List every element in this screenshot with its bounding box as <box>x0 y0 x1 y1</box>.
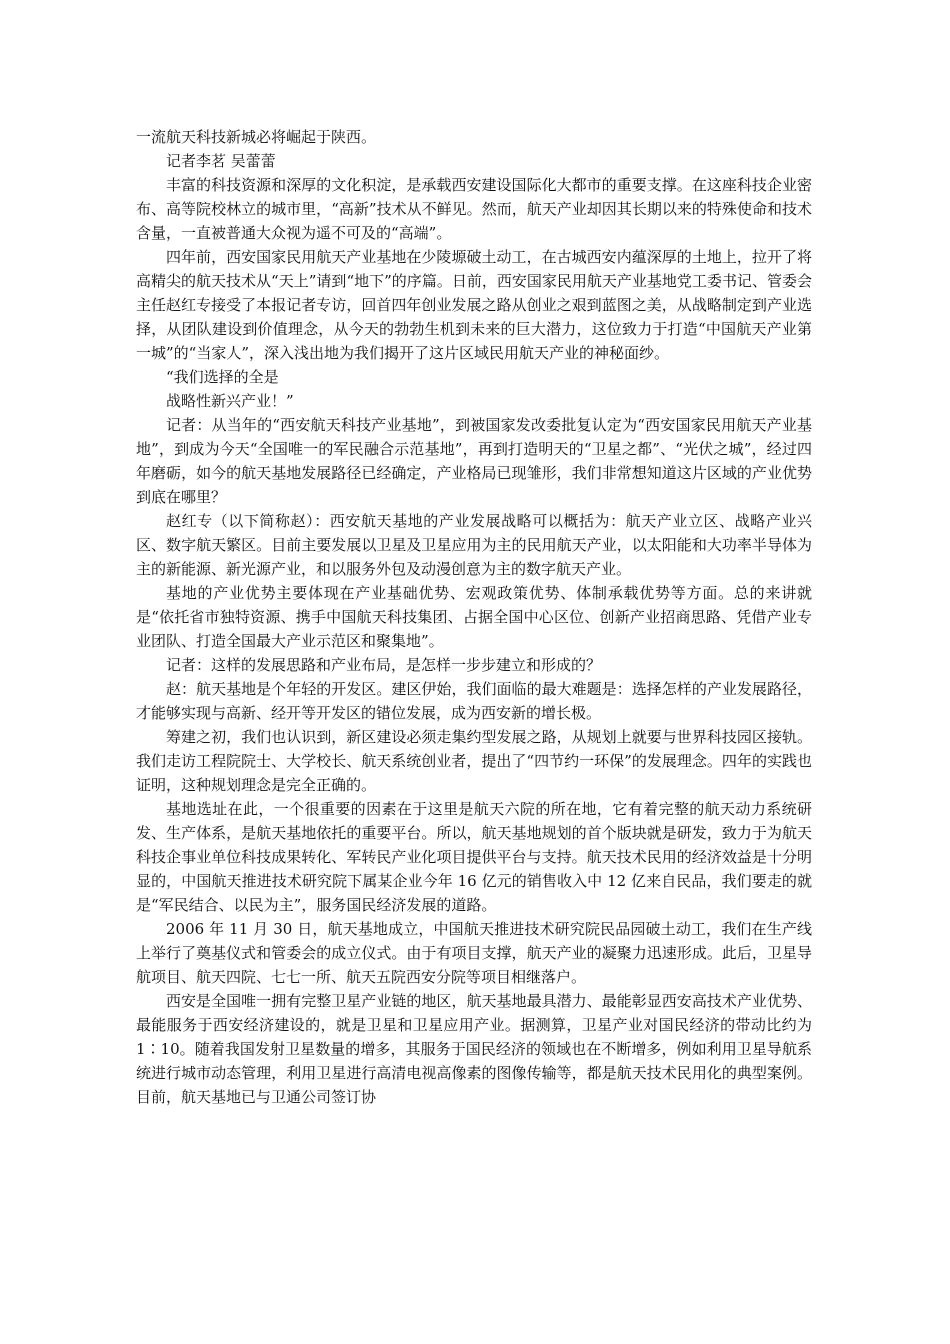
article-paragraph: 丰富的科技资源和深厚的文化积淀，是承载西安建设国际化大都市的重要支撑。在这座科技企业密布、高等院校林立的城市里，“高新”技术从不鲜见。然而，航天产业却因其长期以来的特殊使命和技术含量，一直被普通大众视为遥不可及的“高端”。 <box>136 176 812 242</box>
interview-question: 记者：从当年的“西安航天科技产业基地”，到被国家发改委批复认定为“西安国家民用航天产业基地”，到成为今天“全国唯一的军民融合示范基地”，再到打造明天的“卫星之都”、“光伏之城”，经过四年磨砺，如今的航天基地发展路径已经确定，产业格局已现雏形，我们非常想知道这片区域的产业优势到底在哪里？ <box>136 416 812 506</box>
article-paragraph: 筹建之初，我们也认识到，新区建设必须走集约型发展之路，从规划上就要与世界科技园区接轨。我们走访工程院院士、大学校长、航天系统创业者，提出了“四节约一环保”的发展理念。四年的实践也证明，这种规划理念是完全正确的。 <box>136 728 812 794</box>
article-body <box>136 125 812 1109</box>
interview-answer: 赵红专（以下简称赵）：西安航天基地的产业发展战略可以概括为：航天产业立区、战略产业兴区、数字航天繁区。目前主要发展以卫星及卫星应用为主的民用航天产业，以太阳能和大功率半导体为主的新能源、新光源产业，和以服务外包及动漫创意为主的数字航天产业。 <box>136 512 812 578</box>
interview-question: 记者：这样的发展思路和产业布局，是怎样一步步建立和形成的？ <box>166 656 602 674</box>
article-paragraph: 基地选址在此，一个很重要的因素在于这里是航天六院的所在地，它有着完整的航天动力系统研发、生产体系，是航天基地依托的重要平台。所以，航天基地规划的首个版块就是研发，致力于为航天科技企事业单位科技成果转化、军转民产业化项目提供平台与支持。航天技术民用的经济效益是十分明显的，中国航天推进技术研究院下属某企业今年 16 亿元的销售收入中 12 亿来自民品，我们要走的就是“军民结合、以民为主”，服务国民经济发展的道路。 <box>136 800 812 914</box>
article-paragraph: 2006 年 11 月 30 日，航天基地成立，中国航天推进技术研究院民品园破土动工，我们在生产线上举行了奠基仪式和管委会的成立仪式。由于有项目支撑，航天产业的凝聚力迅速形成。此后，卫星导航项目、航天四院、七七一所、航天五院西安分院等项目相继落户。 <box>136 920 812 986</box>
article-paragraph: 西安是全国唯一拥有完整卫星产业链的地区，航天基地最具潜力、最能彰显西安高技术产业优势、最能服务于西安经济建设的，就是卫星和卫星应用产业。据测算，卫星产业对国民经济的带动比约为 1∶10。随着我国发射卫星数量的增多，其服务于国民经济的领域也在不断增多，例如利用卫星导航系统进行城市动态管理，利用卫星进行高清电视高像素的图像传输等，都是航天技术民用化的典型案例。目前，航天基地已与卫通公司签订协 <box>136 992 812 1106</box>
article-paragraph: 基地的产业优势主要体现在产业基础优势、宏观政策优势、体制承载优势等方面。总的来讲就是“依托省市独特资源、携手中国航天科技集团、占据全国中心区位、创新产业招商思路、凭借产业专业团队、打造全国最大产业示范区和聚集地”。 <box>136 584 812 650</box>
article-opening-line: 一流航天科技新城必将崛起于陕西。 <box>136 128 377 146</box>
interview-answer: 赵：航天基地是个年轻的开发区。建区伊始，我们面临的最大难题是：选择怎样的产业发展路径，才能够实现与高新、经开等开发区的错位发展，成为西安新的增长极。 <box>136 680 812 722</box>
article-byline: 记者李茗 吴蕾蕾 <box>166 152 276 170</box>
section-heading-line-1: “我们选择的全是 <box>166 368 279 386</box>
article-paragraph: 四年前，西安国家民用航天产业基地在少陵塬破土动工，在古城西安内蕴深厚的土地上，拉开了将高精尖的航天技术从“天上”请到“地下”的序篇。日前，西安国家民用航天产业基地党工委书记、管委会主任赵红专接受了本报记者专访，回首四年创业发展之路从创业之艰到蓝图之美，从战略制定到产业选择，从团队建设到价值理念，从今天的勃勃生机到未来的巨大潜力，这位致力于打造“中国航天产业第一城”的“当家人”，深入浅出地为我们揭开了这片区域民用航天产业的神秘面纱。 <box>136 248 812 362</box>
section-heading-line-2: 战略性新兴产业！” <box>166 392 294 410</box>
